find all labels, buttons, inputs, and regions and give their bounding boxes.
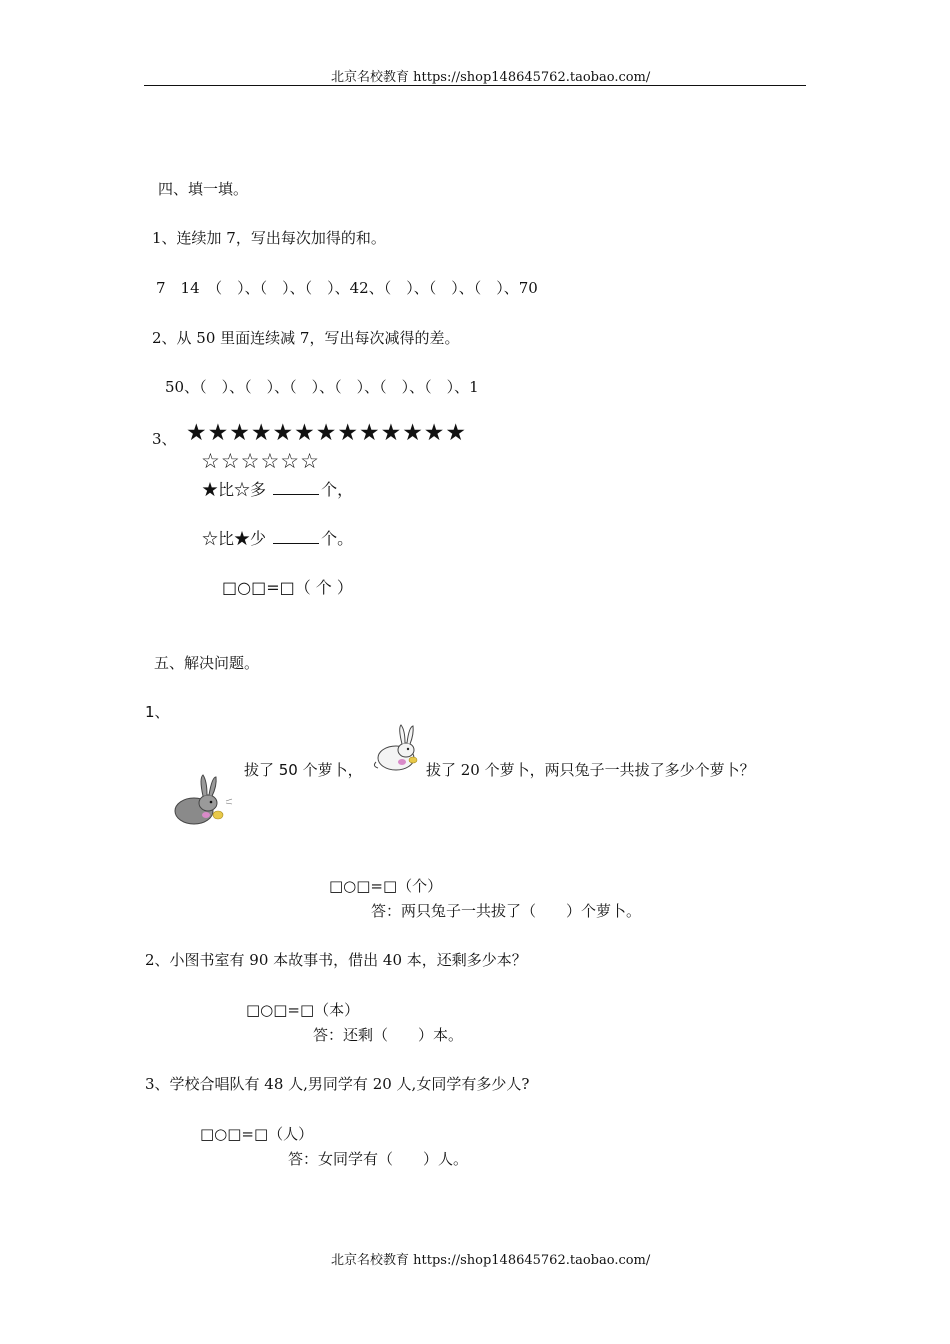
q5-1-text-a: 拔了 50 个萝卜， xyxy=(244,761,363,779)
black-stars-row: ★★★★★★★★★★★★★ xyxy=(186,420,468,446)
compare-less-blank[interactable] xyxy=(273,529,319,544)
compare-more-text: ★比☆多 xyxy=(202,480,267,499)
compare-less-line xyxy=(202,526,353,549)
page-footer: 北京名校教育 https://shop148645762.taobao.com/ xyxy=(331,1253,651,1268)
compare-more-unit: 个， xyxy=(321,480,354,499)
header-rule xyxy=(144,85,806,86)
q4-3-equation: □○□=□（ 个 ） xyxy=(222,578,353,597)
compare-more-line xyxy=(202,477,353,500)
q5-3-answer: 答：女同学有（ ）人。 xyxy=(288,1150,469,1168)
page-header: 北京名校教育 https://shop148645762.taobao.com/ xyxy=(331,70,651,85)
q4-2-prompt: 2、从 50 里面连续减 7，写出每次减得的差。 xyxy=(152,329,460,347)
q4-3-label: 3、 xyxy=(152,430,177,448)
white-rabbit-image xyxy=(368,722,428,774)
section-5-title: 五、解决问题。 xyxy=(154,654,260,672)
q5-1-label: 1、 xyxy=(145,703,170,721)
q5-1-equation: □○□=□（个） xyxy=(329,877,443,895)
q5-2-answer: 答：还剩（ ）本。 xyxy=(313,1026,464,1044)
white-stars-row: ☆☆☆☆☆☆ xyxy=(201,449,320,473)
q5-3-prompt: 3、学校合唱队有 48 人,男同学有 20 人,女同学有多少人? xyxy=(145,1075,530,1093)
q5-2-prompt: 2、小图书室有 90 本故事书，借出 40 本，还剩多少本？ xyxy=(145,951,527,969)
q5-2-equation: □○□=□（本） xyxy=(246,1001,360,1019)
compare-more-blank[interactable] xyxy=(273,480,319,495)
grey-rabbit-image xyxy=(168,773,234,829)
q4-1-sequence: 7 14 （ ）、（ ）、（ ）、42、（ ）、（ ）、（ ）、70 xyxy=(156,279,538,297)
q5-1-answer: 答：两只兔子一共拔了（ ）个萝卜。 xyxy=(371,902,642,920)
q4-2-sequence: 50、（ ）、（ ）、（ ）、（ ）、（ ）、（ ）、1 xyxy=(165,378,479,396)
compare-less-text: ☆比★少 xyxy=(202,529,267,548)
q5-1-text-b: 拔了 20 个萝卜，两只兔子一共拔了多少个萝卜？ xyxy=(426,761,755,779)
q5-3-equation: □○□=□（人） xyxy=(200,1125,314,1143)
section-4-title: 四、填一填。 xyxy=(158,180,249,198)
q4-1-prompt: 1、连续加 7，写出每次加得的和。 xyxy=(152,229,386,247)
compare-less-unit: 个。 xyxy=(321,529,354,548)
